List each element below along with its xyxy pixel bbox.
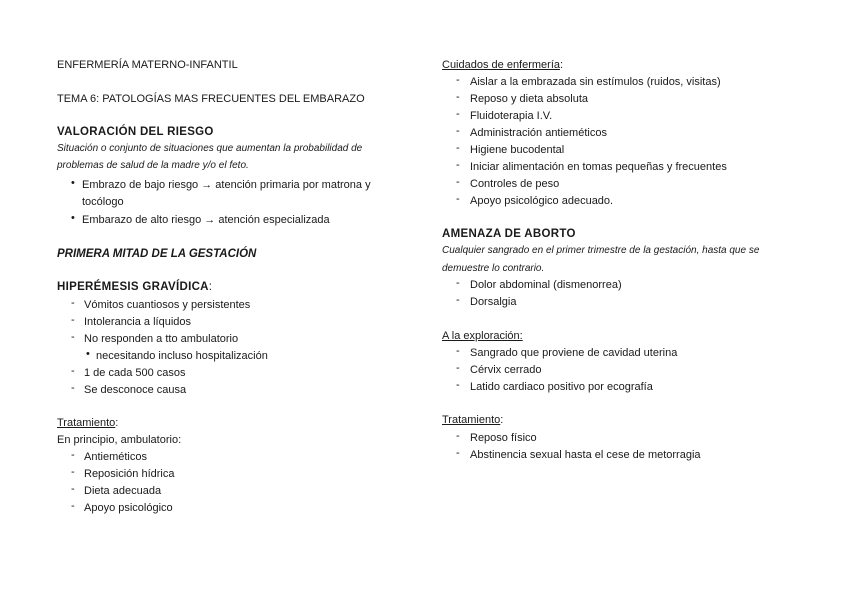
dash-marker: - [456, 108, 460, 120]
dash-marker: - [71, 483, 75, 495]
tratamiento-aborto-item: Abstinencia sexual hasta el cese de metorragia [470, 449, 701, 461]
dash-marker: - [71, 331, 75, 343]
dash-marker: - [456, 345, 460, 357]
cuidados-item: Aislar a la embrazada sin estímulos (ruidos, visitas) [470, 76, 721, 88]
dash-marker: - [71, 449, 75, 461]
cuidados-item: Apoyo psicológico adecuado. [470, 195, 614, 207]
dash-marker: - [456, 277, 460, 289]
hiperemesis-item: Se desconoce causa [84, 384, 187, 396]
tratamiento-heading: Tratamiento: [57, 417, 119, 429]
cuidados-item: Iniciar alimentación en tomas pequeñas y frecuentes [470, 161, 727, 173]
dash-marker: - [456, 430, 460, 442]
dash-marker: - [456, 379, 460, 391]
valoracion-definition-1: Situación o conjunto de situaciones que aumentan la probabilidad de [57, 143, 363, 154]
cuidados-item: Administración antieméticos [470, 127, 607, 139]
dash-marker: - [456, 294, 460, 306]
bullet-dot: • [86, 348, 90, 360]
dash-marker: - [71, 365, 75, 377]
hiperemesis-item: Intolerancia a líquidos [84, 316, 192, 328]
primera-mitad-heading: PRIMERA MITAD DE LA GESTACIÓN [57, 248, 257, 260]
cuidados-item: Reposo y dieta absoluta [470, 93, 589, 105]
tratamiento-aborto-item: Reposo físico [470, 432, 537, 444]
amenaza-definition-1: Cualquier sangrado en el primer trimestre de la gestación, hasta que se [442, 245, 760, 256]
tratamiento-item: Antieméticos [84, 451, 147, 463]
exploracion-item: Sangrado que proviene de cavidad uterina [470, 347, 678, 359]
exploracion-item: Cérvix cerrado [470, 364, 542, 376]
document-header: ENFERMERÍA MATERNO-INFANTIL [57, 59, 238, 71]
dash-marker: - [456, 142, 460, 154]
cuidados-heading: Cuidados de enfermería: [442, 59, 564, 71]
amenaza-definition-2: demuestre lo contrario. [442, 263, 545, 274]
valoracion-item-1: Embrazo de bajo riesgo → atención primaria por matrona y [82, 179, 371, 191]
exploracion-heading: A la exploración: [442, 330, 523, 342]
hiperemesis-subitem: necesitando incluso hospitalización [96, 350, 268, 362]
dash-marker: - [71, 382, 75, 394]
hiperemesis-item: No responden a tto ambulatorio [84, 333, 239, 345]
cuidados-item: Controles de peso [470, 178, 560, 190]
dash-marker: - [456, 125, 460, 137]
exploracion-item: Latido cardiaco positivo por ecografía [470, 381, 653, 393]
cuidados-item: Higiene bucodental [470, 144, 565, 156]
valoracion-item-2: Embarazo de alto riesgo → atención especializada [82, 214, 330, 226]
dash-marker: - [456, 362, 460, 374]
tratamiento-intro: En principio, ambulatorio: [57, 434, 182, 446]
bullet-dot: • [71, 177, 75, 189]
hiperemesis-heading: HIPERÉMESIS GRAVÍDICA: [57, 281, 213, 293]
bullet-dot: • [71, 212, 75, 224]
amenaza-item: Dolor abdominal (dismenorrea) [470, 279, 622, 291]
dash-marker: - [456, 176, 460, 188]
dash-marker: - [456, 447, 460, 459]
amenaza-heading: AMENAZA DE ABORTO [442, 228, 576, 240]
dash-marker: - [71, 314, 75, 326]
hiperemesis-item: 1 de cada 500 casos [84, 367, 186, 379]
tratamiento-item: Reposición hídrica [84, 468, 175, 480]
dash-marker: - [71, 466, 75, 478]
tratamiento-item: Dieta adecuada [84, 485, 162, 497]
valoracion-item-1-cont: tocólogo [82, 196, 124, 208]
dash-marker: - [456, 193, 460, 205]
valoracion-definition-2: problemas de salud de la madre y/o el feto. [57, 160, 249, 171]
cuidados-item: Fluidoterapia I.V. [470, 110, 553, 122]
dash-marker: - [456, 159, 460, 171]
dash-marker: - [456, 91, 460, 103]
dash-marker: - [71, 297, 75, 309]
tratamiento-item: Apoyo psicológico [84, 502, 173, 514]
amenaza-item: Dorsalgia [470, 296, 517, 308]
valoracion-heading: VALORACIÓN DEL RIESGO [57, 126, 214, 138]
dash-marker: - [71, 500, 75, 512]
dash-marker: - [456, 74, 460, 86]
tratamiento-aborto-heading: Tratamiento: [442, 414, 504, 426]
hiperemesis-item: Vómitos cuantiosos y persistentes [84, 299, 251, 311]
tema-title: TEMA 6: PATOLOGÍAS MAS FRECUENTES DEL EMBARAZO [57, 93, 365, 105]
